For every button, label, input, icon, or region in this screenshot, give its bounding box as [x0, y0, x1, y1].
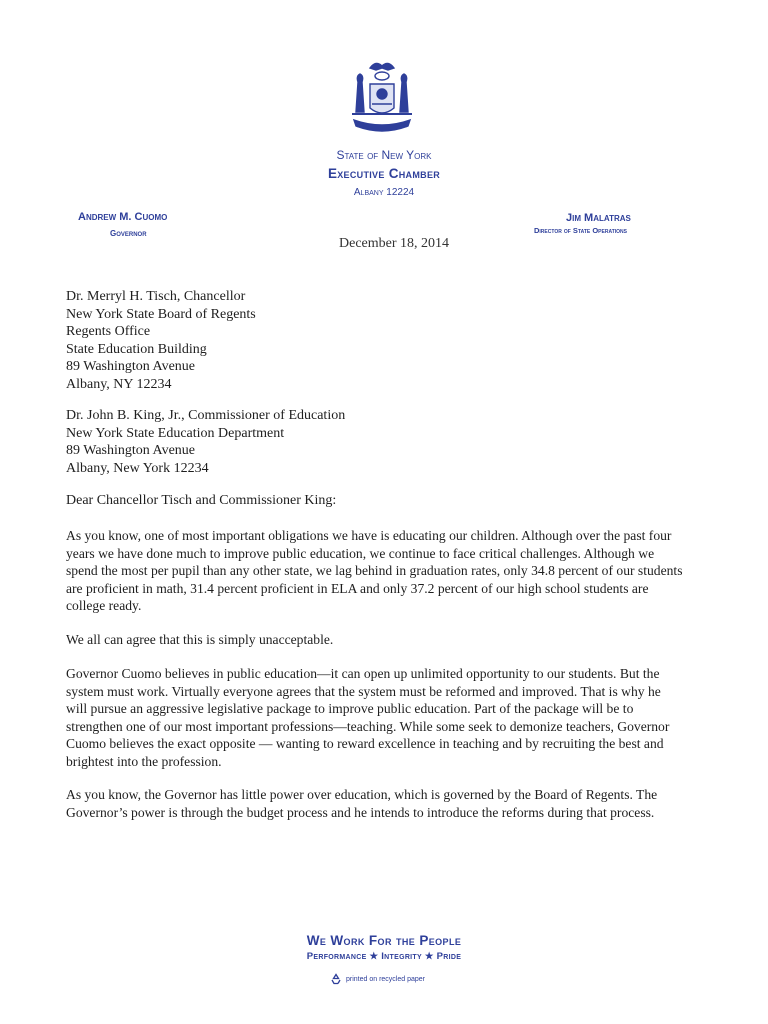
- albany-address: Albany 12224: [353, 187, 415, 198]
- recipient-address-tisch: [66, 288, 256, 393]
- governor-name: Andrew M. Cuomo: [78, 211, 168, 223]
- footer-motto: We Work For the People: [306, 933, 462, 948]
- body-paragraph: As you know, the Governor has little power over education, which is governed by the Board of Regents. The Governor’s power is through the budget process and he intends to introduce the reforms during that process.: [66, 787, 658, 820]
- salutation: Dear Chancellor Tisch and Commissioner King:: [66, 493, 337, 508]
- recycled-paper-label: printed on recycled paper: [346, 975, 425, 983]
- footer-values: Performance ★ Integrity ★ Pride: [306, 951, 462, 962]
- governor-title: Governor: [110, 229, 147, 238]
- recycle-icon: [330, 973, 342, 985]
- address-line: Albany, New York 12234: [66, 460, 209, 476]
- address-line: Regents Office: [66, 324, 151, 339]
- director-title: Director of State Operations: [534, 226, 627, 235]
- director-name: Jim Malatras: [566, 212, 631, 224]
- body-paragraph: We all can agree that this is simply unacceptable.: [66, 632, 334, 647]
- address-line: State Education Building: [66, 341, 207, 357]
- address-line: New York State Education Department: [66, 425, 285, 441]
- body-paragraph: As you know, one of most important obligations we have is educating our children. Although over the past four years we have done much to improve public education, we continue to face critical challenges. Although we spend the most per pupil than any other state, we lag behind in graduation rates, only 34.8 percent of our students are proficient in math, 31.4 percent proficient in ELA and only 37.2 percent of our high school students are college ready.: [66, 528, 683, 613]
- recycled-paper-note: [330, 973, 425, 985]
- executive-chamber-title: Executive Chamber: [327, 166, 441, 181]
- address-line: 89 Washington Avenue: [66, 443, 196, 458]
- state-name: State of New York: [336, 148, 432, 162]
- address-line: Albany, NY 12234: [66, 376, 172, 392]
- address-line: 89 Washington Avenue: [66, 359, 196, 374]
- address-line: Dr. Merryl H. Tisch, Chancellor: [66, 289, 246, 304]
- address-line: New York State Board of Regents: [66, 306, 256, 322]
- new-york-state-seal-icon: [340, 56, 424, 140]
- letter-date: December 18, 2014: [339, 236, 450, 251]
- address-line: Dr. John B. King, Jr., Commissioner of Education: [66, 408, 346, 423]
- body-paragraph: Governor Cuomo believes in public education—it can open up unlimited opportunity to our students. But the system must work. Virtually everyone agrees that the system must be reformed and improved. That is why he will pursue an aggressive legislative package to improve public education. Part of the package will be to strengthen one of our most important professions—teaching. While some seek to demonize teachers, Governor Cuomo believes the exact opposite — wanting to reward excellence in teaching and by recruiting the best and brightest into the profession.: [66, 666, 670, 769]
- recipient-address-king: [66, 407, 345, 477]
